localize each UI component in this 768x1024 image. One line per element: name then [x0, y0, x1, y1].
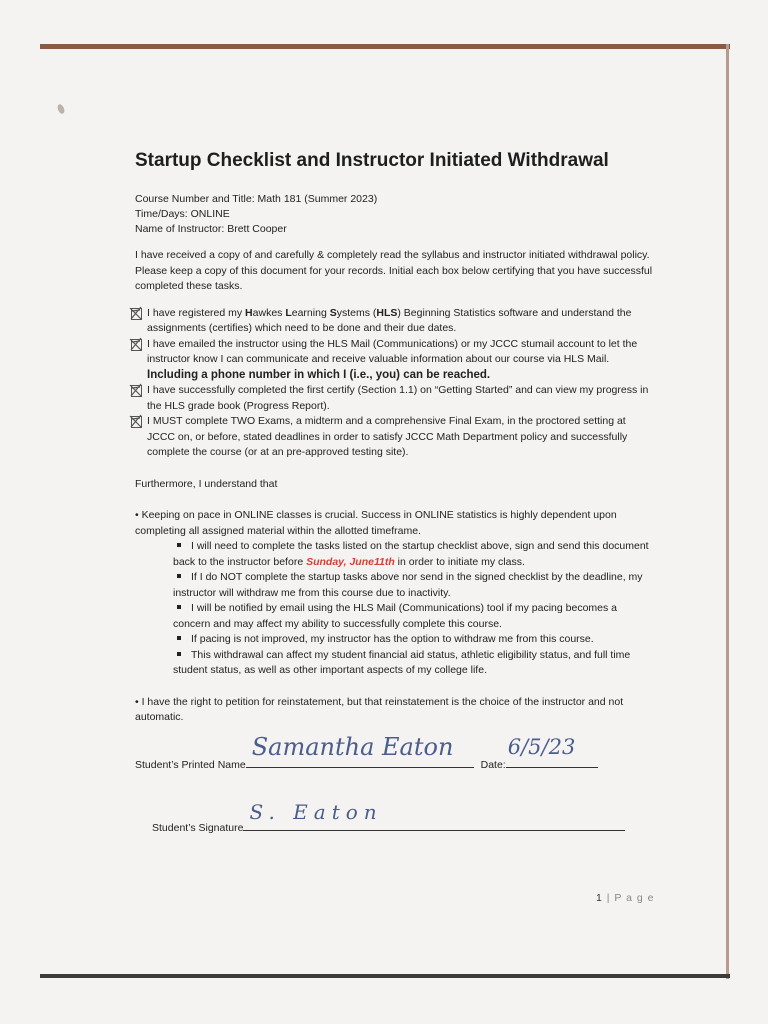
- task-1-earning: earning: [291, 306, 330, 319]
- signature-field[interactable]: [243, 800, 625, 831]
- task-4-text: I MUST complete TWO Exams, a midterm and a comprehensive Final Exam, in the proctored setting at JCCC on, or before, stated deadlines in order to satisfy JCCC Math Department policy and successfully complete the course (or at an pre-approved testing site).: [147, 415, 628, 458]
- bullet-1-text-end: in order to initiate my class.: [394, 555, 525, 568]
- printed-name-value: Samantha Eaton: [251, 733, 454, 761]
- document-title: Startup Checklist and Instructor Initiated Withdrawal: [135, 150, 609, 171]
- bullet-square-icon: [177, 652, 181, 656]
- task-1-text: I have registered my: [147, 306, 246, 319]
- task-2-text: I have emailed the instructor using the HLS Mail (Communications) or my JCCC stumail account to let the instructor know I can communicate and receive valuable information about our course via HLS Mail.: [147, 337, 638, 365]
- signature-value: S. Eaton: [249, 800, 383, 824]
- bullet-3-text: I will be notified by email using the HLS Mail (Communications) tool if my pacing becomes a concern and may affect my ability to successfully complete this course.: [173, 602, 618, 630]
- date-field[interactable]: [506, 735, 598, 768]
- page-word: P a g e: [614, 892, 655, 904]
- task-1-hls: HLS: [376, 306, 398, 319]
- page-separator: |: [602, 892, 615, 904]
- bullet-4: [173, 632, 655, 648]
- understanding-bullets: [173, 539, 655, 679]
- task-2-phone-note: Including a phone number in which I (i.e., you) can be reached.: [147, 368, 491, 381]
- signature-row: [152, 800, 625, 834]
- date-value: 6/5/23: [507, 735, 576, 759]
- intro-paragraph: I have received a copy of and carefully & completely read the syllabus and instructor initiated withdrawal policy. Please keep a copy of this document for your records. Initial each box below certifying that you have successful completed these tasks.: [135, 249, 653, 292]
- task-1: [135, 306, 655, 337]
- paper-top-edge: [40, 44, 730, 49]
- bullet-2: [173, 570, 655, 601]
- task-3-text: I have successfully completed the first certify (Section 1.1) on “Getting Started” and can view my progress in the HLS grade book (Progress Report).: [147, 384, 649, 412]
- bullet-square-icon: [177, 636, 181, 640]
- task-1-s: S: [329, 306, 337, 319]
- bullet-2-text: If I do NOT complete the startup tasks above nor send in the signed checklist by the deadline, my instructor will withdraw me from this course due to inactivity.: [173, 571, 643, 599]
- pace-intro: • Keeping on pace in ONLINE classes is crucial. Success in ONLINE statistics is highly dependent upon completing all assigned material within the allotted timeframe.: [135, 509, 617, 537]
- printed-name-label: Student’s Printed Name: [135, 759, 246, 771]
- furthermore-line: Furthermore, I understand that: [135, 477, 278, 490]
- task-1-text-end: ) Beginning Statistics software and understand the assignments (certifies) which need to be done and their due dates.: [147, 306, 632, 334]
- course-info: [135, 192, 655, 237]
- bullet-1: [173, 539, 655, 570]
- bullet-5-text: This withdrawal can affect my student financial aid status, athletic eligibility status, and full time student status, as well as other important aspects of my college life.: [173, 648, 631, 676]
- checkbox-task-1[interactable]: [131, 308, 142, 320]
- bullet-square-icon: [177, 605, 181, 609]
- task-1-ystems: ystems (: [336, 306, 377, 319]
- task-3: [135, 383, 655, 414]
- page-footer: [596, 892, 655, 904]
- printed-name-field[interactable]: [246, 733, 474, 768]
- checkbox-task-4[interactable]: [131, 416, 142, 428]
- scan-speck: [56, 103, 66, 115]
- checkbox-task-2[interactable]: [131, 339, 142, 351]
- time-line: Time/Days: ONLINE: [135, 208, 230, 220]
- bullet-1-text: I will need to complete the tasks listed on the startup checklist above, sign and send this document back to the instructor before: [173, 540, 649, 568]
- paper-bottom-edge: [40, 974, 730, 978]
- petition-paragraph: • I have the right to petition for reinstatement, but that reinstatement is the choice of the instructor and not automatic.: [135, 695, 624, 723]
- task-1-h: H: [245, 306, 253, 319]
- task-1-awkes: awkes: [252, 306, 286, 319]
- bullet-square-icon: [177, 543, 181, 547]
- checkbox-task-3[interactable]: [131, 385, 142, 397]
- course-line: Course Number and Title: Math 181 (Summer 2023): [135, 193, 378, 205]
- task-4: [135, 414, 655, 461]
- task-2: [135, 337, 655, 384]
- deadline-date: Sunday, June11th: [306, 555, 395, 568]
- date-label: Date:: [480, 759, 506, 771]
- instructor-line: Name of Instructor: Brett Cooper: [135, 223, 287, 235]
- bullet-5: [173, 648, 655, 679]
- document-body: [135, 150, 655, 726]
- printed-name-row: [135, 733, 598, 771]
- bullet-4-text: If pacing is not improved, my instructor has the option to withdraw me from this course.: [191, 633, 594, 645]
- bullet-square-icon: [177, 574, 181, 578]
- task-1-l: L: [285, 306, 292, 319]
- bullet-3: [173, 601, 655, 632]
- paper-right-edge: [726, 44, 729, 979]
- signature-label: Student’s Signature: [152, 822, 244, 834]
- page-number: 1: [596, 892, 603, 904]
